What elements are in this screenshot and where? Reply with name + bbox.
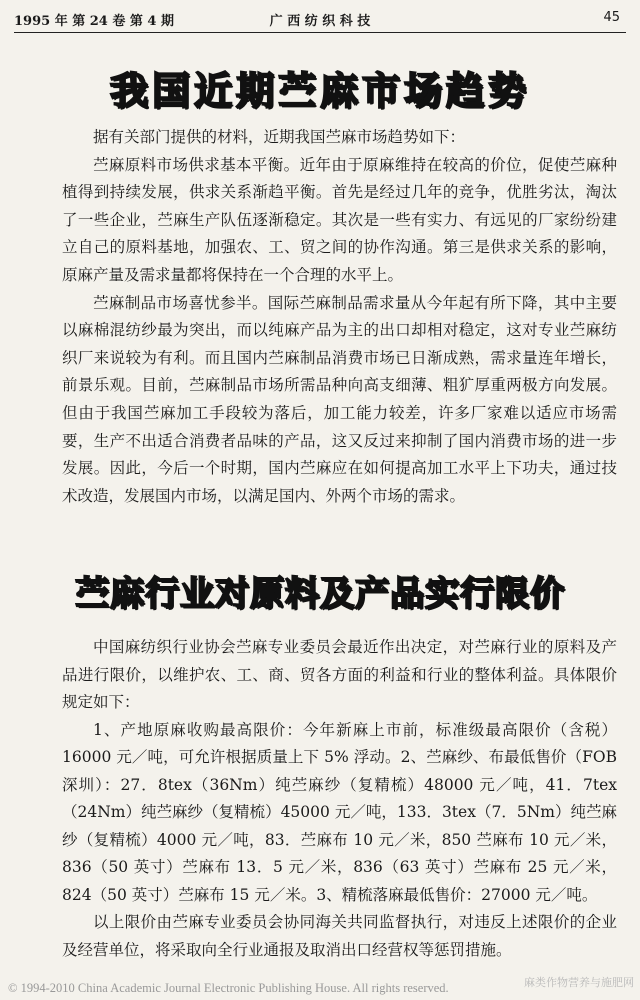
article2-title: 苎麻行业对原料及产品实行限价 [75, 574, 565, 614]
article1-paragraph: 苎麻原料市场供求基本平衡。近年由于原麻维持在较高的价位，促使苎麻种植得到持续发展，供求关系渐趋平衡。首先是经过几年的竞争，优胜劣汰，淘汰了一些企业，苎麻生产队伍逐渐稳定。其次是一些有实力、有远见的厂家纷纷建立自己的原料基地，加强农、工、贸之间的协作沟通。第三是供求关系的影响，原麻产量及需求量都将保持在一个合理的水平上。 [62, 155, 617, 284]
article2-paragraph: 1、产地原麻收购最高限价：今年新麻上市前，标准级最高限价（含税）16000 元／吨，可允许根据质量上下 5% 浮动。2、苎麻纱、布最低售价（FOB 深圳）：27．8tex（36Nm）纯苎麻纱（复精梳）48000 元／吨，41．7tex（24Nm）纯苎麻纱（复精梳）45000 元／吨，133．3tex（7．5Nm）纯苎麻纱（复精梳）4000 元／吨，83．苎麻布 10 元／米，850 苎麻布 10 元／米，836（50 英寸）苎麻布 13．5 元／米，836（63 英寸）苎麻布 25 元／米，824（50 英寸）苎麻布 15 元／米。3、精梳落麻最低售价：27000 元／吨。 [62, 720, 617, 904]
article1-body [62, 124, 617, 510]
journal-issue: 1995 年 第 24 卷 第 4 期 [14, 14, 174, 29]
journal-name: 广 西 纺 织 科 技 [269, 14, 371, 29]
article2-paragraph: 中国麻纺织行业协会苎麻专业委员会最近作出决定，对苎麻行业的原料及产品进行限价，以维护农、工、商、贸各方面的利益和行业的整体利益。具体限价规定如下： [62, 638, 617, 711]
article1-paragraph: 据有关部门提供的材料，近期我国苎麻市场趋势如下： [93, 128, 466, 146]
article1-title: 我国近期苎麻市场趋势 [109, 69, 530, 113]
site-watermark: 麻类作物营养与施肥网 [524, 976, 634, 989]
article1-paragraph: 苎麻制品市场喜忧参半。国际苎麻制品需求量从今年起有所下降，其中主要以麻棉混纺纱最为突出，而以纯麻产品为主的出口却相对稳定，这对专业苎麻纺织厂来说较为有利。而且国内苎麻制品消费市场已日渐成熟，需求量连年增长，前景乐观。目前，苎麻制品市场所需品种向高支细薄、粗犷厚重两极方向发展。但由于我国苎麻加工手段较为落后，加工能力较差，许多厂家难以适应市场需要，生产不出适合消费者品味的产品，这又反过来抑制了国内消费市场的进一步发展。因此，今后一个时期，国内苎麻应在如何提高加工水平上下功夫，通过技术改造，发展国内市场，以满足国内、外两个市场的需求。 [62, 293, 617, 505]
running-header [14, 8, 626, 33]
page-number: 45 [603, 10, 620, 25]
article2-paragraph: 以上限价由苎麻专业委员会协同海关共同监督执行，对违反上述限价的企业及经营单位，将采取向全行业通报及取消出口经营权等惩罚措施。 [62, 913, 617, 959]
copyright-notice: © 1994-2010 China Academic Journal Electronic Publishing House. All rights reserved. [8, 981, 449, 995]
article2-body [62, 634, 617, 964]
